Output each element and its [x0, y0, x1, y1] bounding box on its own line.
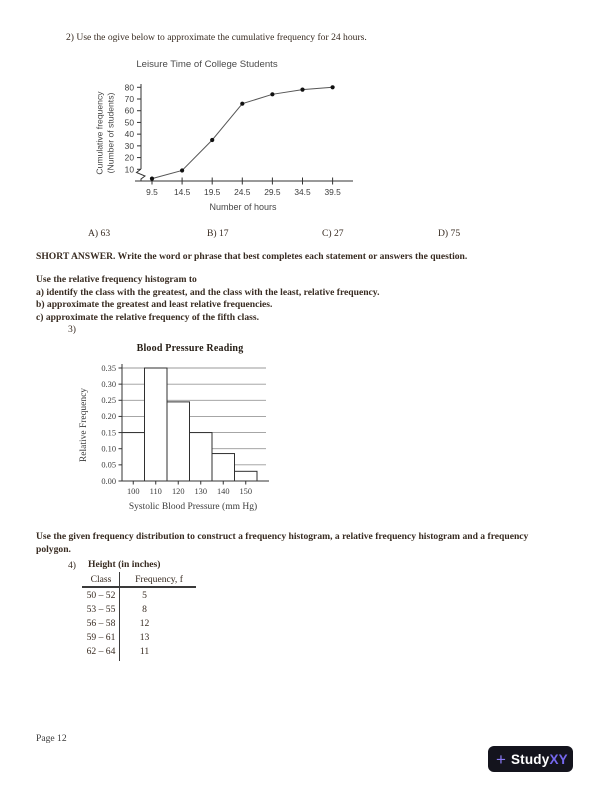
svg-text:150: 150 — [239, 487, 253, 496]
q3-instruction-line: c) approximate the relative frequency of the fifth class. — [36, 311, 260, 323]
svg-text:130: 130 — [194, 487, 208, 496]
histogram-x-axis-label: Systolic Blood Pressure (mm Hg) — [128, 502, 258, 512]
svg-text:29.5: 29.5 — [264, 187, 281, 197]
svg-text:0.30: 0.30 — [101, 379, 116, 389]
svg-text:0.20: 0.20 — [101, 412, 116, 422]
q4-number: 4) — [68, 560, 76, 571]
table-cell-class: 53 – 55 — [86, 604, 116, 615]
q3-number: 3) — [68, 324, 76, 335]
q4-intro — [36, 531, 592, 556]
logo-text-primary: Study — [510, 751, 550, 767]
ogive-chart-title: Leisure Time of College Students — [136, 59, 278, 70]
answer-option-b: B) 17 — [207, 228, 229, 239]
svg-text:10: 10 — [124, 164, 134, 175]
svg-text:30: 30 — [124, 140, 134, 151]
svg-text:110: 110 — [149, 487, 162, 496]
svg-text:9.5: 9.5 — [146, 187, 158, 197]
q4-table-title: Height (in inches) — [88, 559, 161, 570]
q4-intro-line: polygon. — [36, 543, 71, 555]
ogive-x-axis-label: Number of hours — [209, 202, 277, 212]
question-2-text: 2) Use the ogive below to approximate the cumulative frequency for 24 hours. — [66, 32, 367, 43]
svg-text:70: 70 — [124, 94, 134, 105]
table-cell-frequency: 12 — [139, 618, 150, 629]
table-cell-frequency: 11 — [139, 646, 150, 657]
plus-icon: + — [496, 749, 506, 769]
table-cell-class: 56 – 58 — [86, 618, 116, 629]
histogram-y-axis-label: Relative Frequency — [79, 387, 89, 463]
svg-text:0.10: 0.10 — [101, 444, 116, 454]
ogive-y-axis-label: Cumulative frequency (Number of students) — [94, 91, 115, 175]
svg-text:39.5: 39.5 — [324, 187, 341, 197]
q3-instruction-line: a) identify the class with the greatest, and the class with the least, relative frequency. — [36, 286, 380, 298]
svg-text:60: 60 — [124, 105, 134, 116]
table-header-class: Class — [90, 574, 112, 585]
svg-text:0.35: 0.35 — [101, 363, 116, 373]
ogive-chart — [85, 76, 375, 222]
svg-text:80: 80 — [124, 82, 134, 93]
svg-text:0.05: 0.05 — [101, 460, 116, 470]
svg-text:50: 50 — [124, 117, 134, 128]
table-cell-frequency: 5 — [142, 590, 147, 601]
answer-option-d: D) 75 — [438, 228, 461, 239]
svg-text:100: 100 — [126, 487, 140, 496]
svg-text:40: 40 — [124, 129, 134, 140]
svg-text:34.5: 34.5 — [294, 187, 311, 197]
table-cell-class: 59 – 61 — [86, 632, 116, 643]
table-cell-frequency: 8 — [142, 604, 147, 615]
q4-intro-line: Use the given frequency distribution to construct a frequency histogram, a relative frequency histogram and a frequency — [36, 531, 529, 542]
svg-text:0.25: 0.25 — [101, 396, 116, 406]
svg-text:19.5: 19.5 — [204, 187, 221, 197]
table-header-frequency: Frequency, f — [135, 574, 183, 585]
studyxy-logo — [488, 746, 573, 772]
q3-instruction-line: b) approximate the greatest and least relative frequencies. — [36, 299, 273, 311]
table-header-rule — [82, 586, 196, 588]
q3-instruction-line: Use the relative frequency histogram to — [36, 274, 197, 285]
logo-text — [511, 752, 568, 767]
logo-text-accent: XY — [549, 751, 568, 767]
histogram-title: Blood Pressure Reading — [136, 343, 244, 354]
answer-option-a: A) 63 — [88, 228, 111, 239]
svg-text:0.00: 0.00 — [101, 476, 116, 486]
short-answer-heading: SHORT ANSWER. Write the word or phrase that best completes each statement or answers the question. — [36, 251, 468, 262]
table-cell-class: 62 – 64 — [86, 646, 116, 657]
table-cell-frequency: 13 — [139, 632, 150, 643]
svg-text:24.5: 24.5 — [234, 187, 251, 197]
svg-text:14.5: 14.5 — [173, 187, 191, 197]
histogram-chart — [70, 358, 285, 510]
svg-text:140: 140 — [216, 487, 230, 496]
q3-instructions — [36, 274, 592, 324]
svg-text:120: 120 — [171, 487, 185, 496]
page-footer: Page 12 — [36, 733, 67, 744]
answer-option-c: C) 27 — [322, 228, 344, 239]
svg-text:0.15: 0.15 — [101, 428, 116, 438]
svg-text:20: 20 — [124, 152, 134, 163]
table-cell-class: 50 – 52 — [86, 590, 116, 601]
